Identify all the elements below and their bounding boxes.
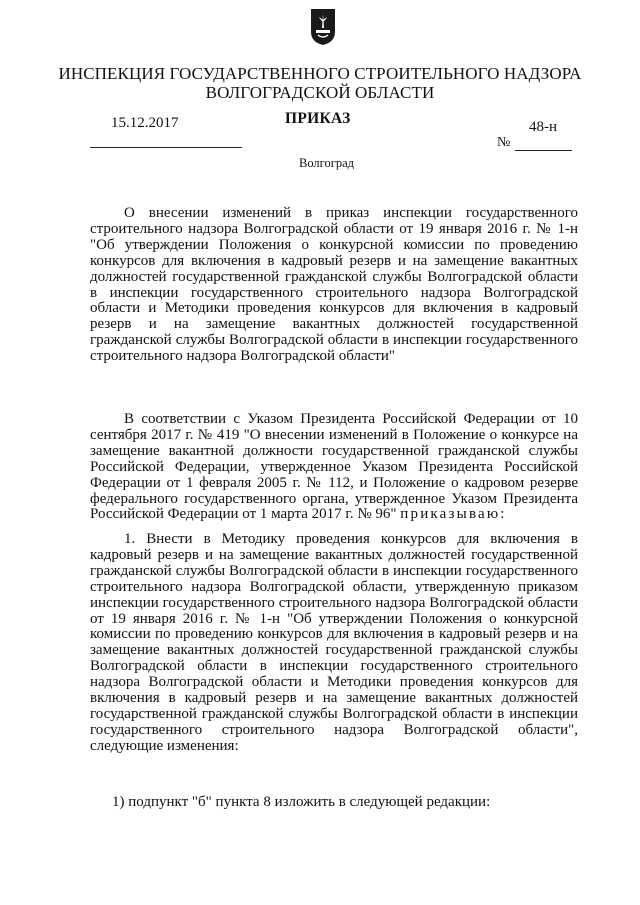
- subitem-1-paragraph: 1) подпункт "б" пункта 8 изложить в следующей редакции:: [112, 794, 491, 810]
- item-1-paragraph: 1. Внести в Методику проведения конкурсов для включения в кадровый резерв и на замещение вакантных должностей государственной гражданской службы Волгоградской области в инспекции государственного строительного надзора Волгоградской области, утвержденную приказом инспекции государственного строительного надзора Волгоградской области от 19 января 2016 г. № 1-н "Об утверждении Положения о конкурсной комиссии по проведению конкурсов для включения в кадровый резерв и на замещение вакантных должностей государственной гражданской службы Волгоградской области в инспекции государственного строительного надзора Волгоградской области и Методики проведения конкурсов для включения в кадровый резерв и на замещение вакантных должностей государственной гражданской службы Волгоградской области в инспекции государственного строительного надзора Волгоградской области", следующие изменения:: [90, 531, 578, 754]
- date-underline: [90, 147, 242, 148]
- basis-text: В соответствии с Указом Президента Российской Федерации от 10 сентября 2017 г. № 419 "О внесении изменений в Положение о конкурсе на замещение вакантной должности государственной гражданской службы Российской Федерации, утвержденное Указом Президента Российской Федерации от 1 февраля 2005 г. № 112, и Положение о кадровом резерве федерального государственного органа, утвержденное Указом Президента Российской Федерации от 1 марта 2017 г. № 96": [90, 411, 578, 523]
- organization-name-line1: ИНСПЕКЦИЯ ГОСУДАРСТВЕННОГО СТРОИТЕЛЬНОГО НАДЗОРА: [58, 64, 582, 83]
- decree-word: приказываю:: [400, 506, 507, 523]
- number-sign: №: [497, 135, 511, 150]
- basis-paragraph: [90, 412, 578, 523]
- city-name: Волгоград: [299, 156, 355, 170]
- document-title: ПРИКАЗ: [285, 110, 351, 127]
- order-number: 48-н: [529, 119, 558, 135]
- coat-of-arms-icon: [310, 8, 336, 46]
- order-subject: О внесении изменений в приказ инспекции государственного строительного надзора Волгоградской области от 19 января 2016 г. № 1-н "Об утверждении Положения о конкурсной комиссии по проведению конкурсов для включения в кадровый резерв и на замещение вакантных должностей государственной гражданской службы Волгоградской области в инспекции государственного строительного надзора Волгоградской области и Методики проведения конкурсов для включения в кадровый резерв и на замещение вакантных должностей государственной гражданской службы Волгоградской области в инспекции государственного строительного надзора Волгоградской области": [90, 205, 578, 365]
- number-underline: [515, 150, 572, 151]
- order-date: 15.12.2017: [111, 115, 179, 131]
- organization-name-line2: ВОЛГОГРАДСКОЙ ОБЛАСТИ: [205, 83, 435, 102]
